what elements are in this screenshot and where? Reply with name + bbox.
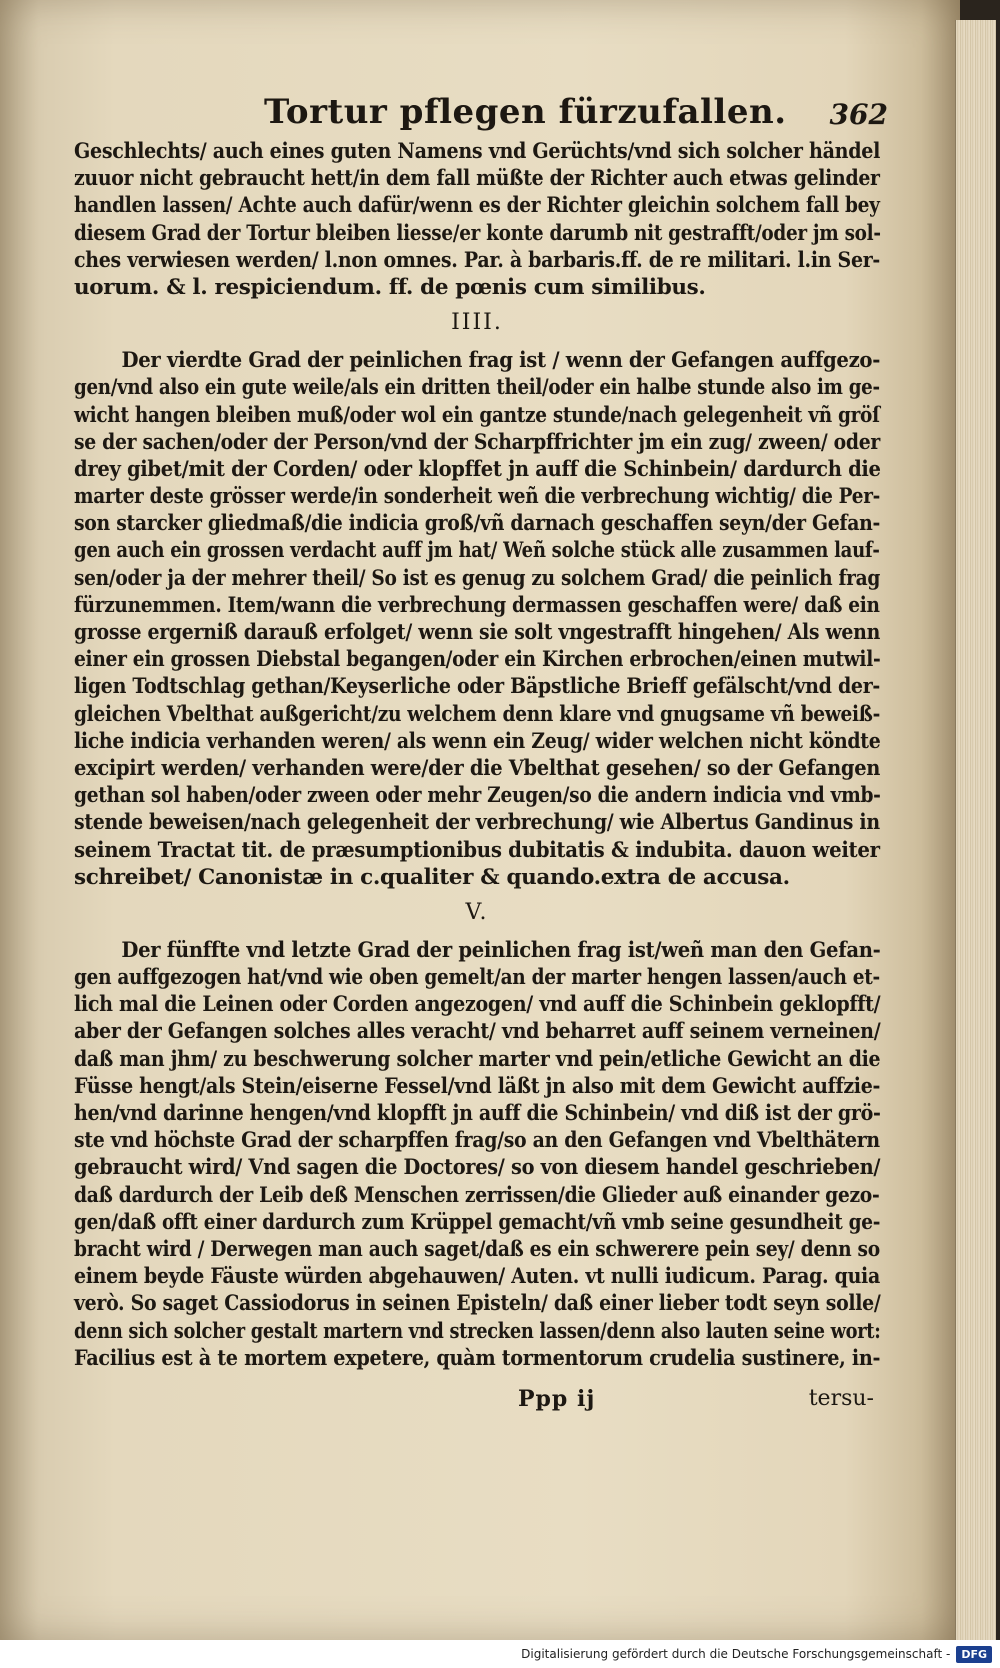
text-line: drey gibet/mit der Corden/ oder klopffet jn auff die Schinbein/ dardurch die	[74, 456, 881, 482]
text-line: Der vierdte Grad der peinlichen frag ist / wenn der Gefangen auffgezo‑	[121, 348, 881, 374]
text-line: wicht hangen bleiben muß/oder wol ein gantze stunde/nach gelegenheit vñ gröſ	[74, 402, 880, 428]
text-line: lich mal die Leinen oder Corden angezogen/ vnd auff die Schinbein geklopfft/	[74, 992, 881, 1018]
text-line: gen/vnd also ein gute weile/als ein dritten theil/oder ein halbe stunde also im ge‑	[74, 375, 880, 401]
text-line: uorum. & l. respiciendum. ff. de pœnis cum similibus.	[74, 274, 706, 300]
text-line: gen auch ein grossen verdacht auff jm hat/ Weñ solche stück alle zusammen lauf‑	[74, 538, 880, 564]
text-line: handlen lassen/ Achte auch dafür/wenn es der Richter gleichin solchem fall bey	[74, 193, 880, 219]
text-line: denn sich solcher gestalt martern vnd strecken lassen/denn also lauten seine wort:	[74, 1318, 881, 1344]
text-line: fürzunemmen. Item/wann die verbrechung dermassen geschaffen were/ daß ein	[74, 592, 880, 618]
text-line: gethan sol haben/oder zween oder mehr Zeugen/so die andern indicia vnd vmb‑	[74, 783, 881, 809]
text-line: gebraucht wird/ Vnd sagen die Doctores/ so von diesem handel geschrieben/	[74, 1155, 881, 1181]
text-line: se der sachen/oder der Person/vnd der Scharpffrichter jm ein zug/ zween/ oder	[74, 429, 880, 455]
text-line: Füsse hengt/als Stein/eiserne Fessel/vnd läßt jn also mit dem Gewicht auffzie‑	[74, 1073, 881, 1099]
text-line: hen/vnd darinne hengen/vnd klopfft jn auff die Schinbein/ vnd diß ist der grö‑	[74, 1101, 881, 1126]
paragraph	[74, 138, 880, 301]
text-line: Der fünffte vnd letzte Grad der peinlichen frag ist/weñ man den Gefan‑	[121, 937, 881, 963]
text-line: daß dardurch der Leib deß Menschen zerrissen/die Glieder auß einander gezo‑	[74, 1182, 880, 1208]
text-line: verò. So saget Cassiodorus in seinen Episteln/ daß einer lieber todt seyn solle/	[74, 1291, 881, 1317]
section-number: IIII.	[451, 310, 503, 336]
text-line: grosse ergerniß darauß erfolget/ wenn sie solt vngestrafft hingehen/ Als wenn	[74, 620, 881, 645]
text-line: seinem Tractat tit. de præsumptionibus dubitatis & indubita. dauon weiter	[74, 837, 880, 863]
text-line: bracht wird / Derwegen man auch saget/daß es ein schwerere pein sey/ denn so	[74, 1236, 880, 1262]
running-head	[74, 86, 888, 138]
text-line: gen/daß offt einer dardurch zum Krüppel gemacht/vñ vmb seine gesundheit ge‑	[74, 1209, 881, 1235]
text-line: aber der Gefangen solches alles veracht/ vnd beharret auff seinem verneinen/	[74, 1019, 881, 1045]
text-line: sen/oder ja der mehrer theil/ So ist es genug zu solchem Grad/ die peinlich frag	[74, 565, 881, 591]
text-line: liche indicia verhanden weren/ als wenn ein Zeug/ wider welchen nicht köndte	[74, 728, 881, 754]
text-line: daß man jhm/ zu beschwerung solcher marter vnd pein/etliche Gewicht an die	[74, 1046, 881, 1072]
page-edge	[955, 20, 996, 1640]
text-line: einer ein grossen Diebstal begangen/oder ein Kirchen erbrochen/einen mutwil‑	[74, 647, 881, 673]
folio-number: 362	[829, 98, 888, 131]
text-line: excipirt werden/ verhanden were/der die Vbelthat gesehen/ so der Gefangen	[74, 755, 881, 781]
page-footer	[74, 1384, 880, 1414]
digitization-bar	[0, 1640, 1000, 1668]
text-line: einem beyde Fäuste würden abgehauwen/ Auten. vt nulli iudicum. Parag. quia	[74, 1264, 880, 1290]
text-line: ste vnd höchste Grad der scharpffen frag/so an den Gefangen vnd Vbelthätern	[74, 1128, 880, 1154]
catchword: tersu‑	[808, 1385, 874, 1411]
section-number: V.	[465, 899, 489, 925]
text-line: ches verwiesen werden/ l.non omnes. Par. à barbaris.ff. de re militari. l.in Ser‑	[74, 247, 880, 273]
text-line: Geschlechts/ auch eines guten Namens vnd Gerüchts/vnd sich solcher händel	[74, 139, 881, 164]
running-title: Tortur pflegen fürzufallen.	[264, 92, 787, 132]
text-line: zuuor nicht gebraucht hett/in dem fall müßte der Richter auch etwas gelinder	[74, 166, 880, 192]
text-line: stende beweisen/nach gelegenheit der verbrechung/ wie Albertus Gandinus in	[74, 810, 880, 836]
body-text	[74, 138, 880, 1372]
page-text	[74, 86, 888, 1414]
paragraph	[74, 347, 880, 891]
text-line: gen auffgezogen hat/vnd wie oben gemelt/an der marter hengen lassen/auch et‑	[74, 965, 880, 991]
text-line: son starcker gliedmaß/die indicia groß/vñ darnach geschaffen seyn/der Gefan‑	[74, 511, 881, 537]
text-line: schreibet/ Canonistæ in c.qualiter & quando.extra de accusa.	[74, 864, 790, 890]
digitization-credit: Digitalisierung gefördert durch die Deutsche Forschungsgemeinschaft -	[521, 1647, 951, 1661]
text-line: diesem Grad der Tortur bleiben liesse/er konte darumb nit gestrafft/oder jm sol‑	[74, 220, 881, 246]
paragraph	[74, 937, 880, 1372]
text-line: Facilius est à te mortem expetere, quàm tormentorum crudelia sustinere, in‑	[74, 1345, 881, 1371]
dfg-logo-icon: DFG	[956, 1646, 992, 1663]
signature-mark: Ppp ij	[518, 1385, 596, 1412]
text-line: marter deste grösser werde/in sonderheit weñ die verbrechung wichtig/ die Per‑	[74, 484, 880, 510]
text-line: ligen Todtschlag gethan/Keyserliche oder Bäpstliche Brieff gefälscht/vnd der‑	[74, 674, 881, 700]
text-line: gleichen Vbelthat außgericht/zu welchem denn klare vnd gnugsame vñ beweiß‑	[74, 701, 881, 727]
